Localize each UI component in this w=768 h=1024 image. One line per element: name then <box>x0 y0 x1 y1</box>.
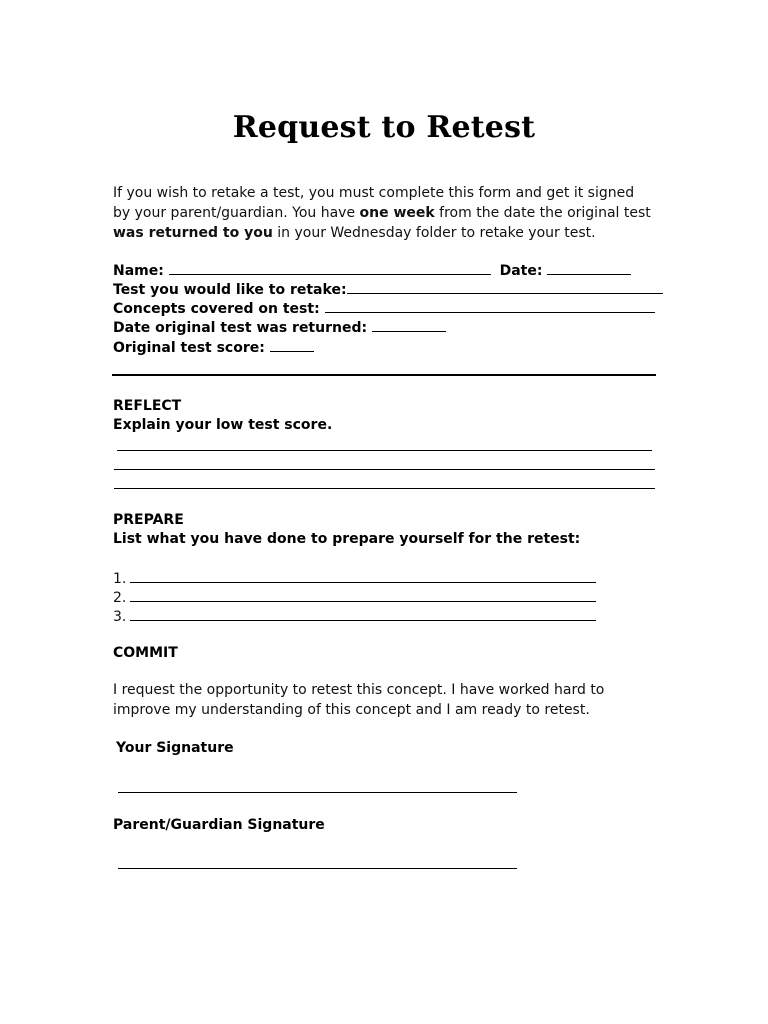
prepare-item-1 <box>113 568 596 589</box>
parent-signature-line[interactable] <box>118 868 517 869</box>
score-row <box>113 337 314 358</box>
your-signature-label: Your Signature <box>116 740 234 756</box>
parent-signature-label: Parent/Guardian Signature <box>113 817 325 833</box>
prepare-item-number: 1. <box>113 571 127 587</box>
concepts-field[interactable] <box>325 298 655 313</box>
your-signature-line[interactable] <box>118 792 517 793</box>
name-label: Name: <box>113 263 164 279</box>
concepts-label: Concepts covered on test: <box>113 301 320 317</box>
reflect-answer-line-1[interactable] <box>117 450 652 451</box>
section-divider <box>112 374 656 376</box>
prepare-item-number: 3. <box>113 609 127 625</box>
returned-date-field[interactable] <box>372 317 446 332</box>
name-date-row <box>113 260 631 281</box>
commit-heading: COMMIT <box>113 645 178 661</box>
intro-text-3: in your Wednesday folder to retake your test. <box>272 225 596 241</box>
score-field[interactable] <box>270 337 314 352</box>
prepare-item-1-field[interactable] <box>130 568 596 583</box>
score-label: Original test score: <box>113 340 265 356</box>
intro-text-1: If you wish to retake a test, you must complete this form and get it signed by your parent/guardian. You have <box>113 185 635 221</box>
test-label: Test you would like to retake: <box>113 282 347 298</box>
test-row <box>113 279 663 300</box>
name-field[interactable] <box>169 260 491 275</box>
prepare-item-number: 2. <box>113 590 127 606</box>
returned-row <box>113 317 446 338</box>
concepts-row <box>113 298 655 319</box>
intro-bold-returned: was returned to you <box>113 225 273 241</box>
reflect-answer-line-3[interactable] <box>114 488 655 489</box>
returned-label: Date original test was returned: <box>113 320 368 336</box>
date-label: Date: <box>499 263 543 279</box>
date-field[interactable] <box>547 260 631 275</box>
commit-statement: I request the opportunity to retest this concept. I have worked hard to improve my understanding of this concept and I am ready to retest. <box>113 682 605 718</box>
reflect-heading: REFLECT <box>113 398 182 414</box>
prepare-prompt: List what you have done to prepare yourself for the retest: <box>113 531 581 547</box>
test-field[interactable] <box>347 279 663 294</box>
reflect-answer-line-2[interactable] <box>114 469 655 470</box>
reflect-prompt: Explain your low test score. <box>113 417 333 433</box>
prepare-item-3-field[interactable] <box>130 606 596 621</box>
prepare-item-3 <box>113 606 596 627</box>
intro-bold-one-week: one week <box>359 205 435 221</box>
prepare-item-2-field[interactable] <box>130 587 596 602</box>
intro-paragraph <box>113 183 653 243</box>
prepare-heading: PREPARE <box>113 512 184 528</box>
form-title: Request to Retest <box>232 110 536 145</box>
prepare-item-2 <box>113 587 596 608</box>
intro-text-2: from the date the original test <box>434 205 651 221</box>
